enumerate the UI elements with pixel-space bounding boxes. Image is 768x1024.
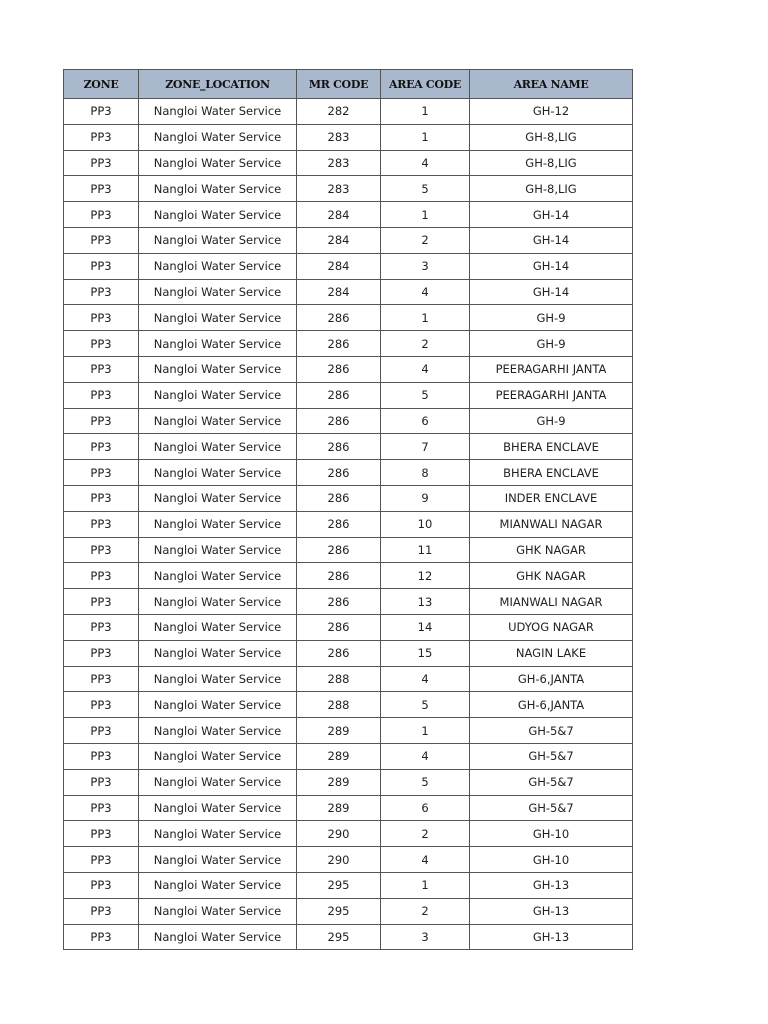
zone-location-cell: Nangloi Water Service <box>139 743 297 769</box>
zone-location-cell: Nangloi Water Service <box>139 692 297 718</box>
table-row <box>64 382 633 408</box>
area-name-cell: BHERA ENCLAVE <box>470 434 633 460</box>
area-name-cell: GH-14 <box>470 279 633 305</box>
mr-code-cell: 286 <box>297 460 381 486</box>
zone-cell: PP3 <box>64 718 139 744</box>
zone-cell: PP3 <box>64 279 139 305</box>
area-code-cell: 11 <box>381 537 470 563</box>
zone-cell: PP3 <box>64 692 139 718</box>
table-row <box>64 124 633 150</box>
area-code-cell: 4 <box>381 279 470 305</box>
table-row <box>64 821 633 847</box>
zone-cell: PP3 <box>64 769 139 795</box>
area-name-cell: GH-5&7 <box>470 743 633 769</box>
area-code-cell: 13 <box>381 589 470 615</box>
zone-cell: PP3 <box>64 176 139 202</box>
area-code-cell: 6 <box>381 408 470 434</box>
table-row <box>64 769 633 795</box>
area-code-cell: 2 <box>381 227 470 253</box>
table-row <box>64 434 633 460</box>
zone-location-cell: Nangloi Water Service <box>139 124 297 150</box>
table-row <box>64 511 633 537</box>
area-name-cell: UDYOG NAGAR <box>470 614 633 640</box>
zone-cell: PP3 <box>64 382 139 408</box>
area-name-cell: GH-9 <box>470 408 633 434</box>
area-code-cell: 12 <box>381 563 470 589</box>
mr-code-cell: 283 <box>297 150 381 176</box>
zone-location-cell: Nangloi Water Service <box>139 485 297 511</box>
table-row <box>64 253 633 279</box>
zone-location-cell: Nangloi Water Service <box>139 202 297 228</box>
mr-code-cell: 286 <box>297 408 381 434</box>
zone-cell: PP3 <box>64 253 139 279</box>
zone-location-cell: Nangloi Water Service <box>139 227 297 253</box>
header-mr-code: MR CODE <box>297 70 381 99</box>
zone-cell: PP3 <box>64 356 139 382</box>
zone-cell: PP3 <box>64 640 139 666</box>
area-name-cell: GH-13 <box>470 898 633 924</box>
mr-code-cell: 286 <box>297 614 381 640</box>
area-name-cell: MIANWALI NAGAR <box>470 589 633 615</box>
area-code-cell: 4 <box>381 847 470 873</box>
area-code-cell: 5 <box>381 769 470 795</box>
mr-code-cell: 286 <box>297 485 381 511</box>
table-row <box>64 563 633 589</box>
zone-cell: PP3 <box>64 821 139 847</box>
area-name-cell: PEERAGARHI JANTA <box>470 356 633 382</box>
table-row <box>64 485 633 511</box>
area-name-cell: NAGIN LAKE <box>470 640 633 666</box>
table-row <box>64 924 633 950</box>
mr-code-cell: 286 <box>297 511 381 537</box>
area-code-cell: 1 <box>381 124 470 150</box>
area-name-cell: GHK NAGAR <box>470 563 633 589</box>
zone-location-cell: Nangloi Water Service <box>139 99 297 125</box>
zone-location-cell: Nangloi Water Service <box>139 666 297 692</box>
zone-cell: PP3 <box>64 227 139 253</box>
table-row <box>64 460 633 486</box>
area-code-cell: 3 <box>381 924 470 950</box>
table-row <box>64 640 633 666</box>
area-name-cell: GH-5&7 <box>470 769 633 795</box>
zone-cell: PP3 <box>64 408 139 434</box>
area-name-cell: GH-10 <box>470 847 633 873</box>
zone-cell: PP3 <box>64 511 139 537</box>
area-code-cell: 2 <box>381 331 470 357</box>
zone-location-cell: Nangloi Water Service <box>139 821 297 847</box>
area-code-cell: 5 <box>381 382 470 408</box>
area-code-cell: 2 <box>381 821 470 847</box>
table-row <box>64 847 633 873</box>
mr-code-cell: 295 <box>297 898 381 924</box>
area-code-cell: 1 <box>381 305 470 331</box>
area-code-cell: 4 <box>381 666 470 692</box>
mr-code-cell: 286 <box>297 382 381 408</box>
zone-cell: PP3 <box>64 434 139 460</box>
header-area-name: AREA NAME <box>470 70 633 99</box>
table-row <box>64 227 633 253</box>
area-name-cell: MIANWALI NAGAR <box>470 511 633 537</box>
area-name-cell: INDER ENCLAVE <box>470 485 633 511</box>
area-code-cell: 6 <box>381 795 470 821</box>
mr-code-cell: 284 <box>297 202 381 228</box>
zone-location-cell: Nangloi Water Service <box>139 511 297 537</box>
zone-cell: PP3 <box>64 202 139 228</box>
zone-location-cell: Nangloi Water Service <box>139 589 297 615</box>
zone-location-cell: Nangloi Water Service <box>139 924 297 950</box>
area-code-cell: 1 <box>381 99 470 125</box>
table-row <box>64 743 633 769</box>
zone-location-cell: Nangloi Water Service <box>139 253 297 279</box>
zone-cell: PP3 <box>64 485 139 511</box>
zone-cell: PP3 <box>64 795 139 821</box>
zone-cell: PP3 <box>64 589 139 615</box>
table-body <box>64 99 633 950</box>
table-row <box>64 898 633 924</box>
area-name-cell: GH-14 <box>470 253 633 279</box>
area-code-cell: 8 <box>381 460 470 486</box>
mr-code-cell: 284 <box>297 279 381 305</box>
table-row <box>64 872 633 898</box>
mr-code-cell: 284 <box>297 253 381 279</box>
zone-location-cell: Nangloi Water Service <box>139 305 297 331</box>
area-code-cell: 10 <box>381 511 470 537</box>
table-row <box>64 408 633 434</box>
area-name-cell: GH-13 <box>470 924 633 950</box>
mr-code-cell: 286 <box>297 434 381 460</box>
header-zone-location: ZONE_LOCATION <box>139 70 297 99</box>
header-zone: ZONE <box>64 70 139 99</box>
area-name-cell: GH-5&7 <box>470 718 633 744</box>
zone-cell: PP3 <box>64 898 139 924</box>
zone-location-cell: Nangloi Water Service <box>139 279 297 305</box>
mr-code-cell: 286 <box>297 356 381 382</box>
zone-location-cell: Nangloi Water Service <box>139 872 297 898</box>
table-row <box>64 795 633 821</box>
zone-location-cell: Nangloi Water Service <box>139 434 297 460</box>
area-code-cell: 15 <box>381 640 470 666</box>
zone-cell: PP3 <box>64 872 139 898</box>
area-name-cell: GH-5&7 <box>470 795 633 821</box>
mr-code-cell: 284 <box>297 227 381 253</box>
header-area-code: AREA CODE <box>381 70 470 99</box>
mr-code-cell: 289 <box>297 769 381 795</box>
area-name-cell: GH-13 <box>470 872 633 898</box>
zone-cell: PP3 <box>64 666 139 692</box>
mr-code-cell: 289 <box>297 795 381 821</box>
area-name-cell: PEERAGARHI JANTA <box>470 382 633 408</box>
area-code-cell: 1 <box>381 202 470 228</box>
area-code-cell: 4 <box>381 150 470 176</box>
mr-code-cell: 295 <box>297 924 381 950</box>
mr-code-cell: 290 <box>297 821 381 847</box>
mr-code-cell: 289 <box>297 718 381 744</box>
area-name-cell: GH-12 <box>470 99 633 125</box>
zone-cell: PP3 <box>64 150 139 176</box>
table-row <box>64 666 633 692</box>
zone-location-cell: Nangloi Water Service <box>139 640 297 666</box>
zone-cell: PP3 <box>64 99 139 125</box>
zone-cell: PP3 <box>64 331 139 357</box>
zone-location-cell: Nangloi Water Service <box>139 614 297 640</box>
zone-location-cell: Nangloi Water Service <box>139 408 297 434</box>
mr-code-cell: 283 <box>297 176 381 202</box>
zone-location-cell: Nangloi Water Service <box>139 382 297 408</box>
area-code-cell: 7 <box>381 434 470 460</box>
area-code-cell: 4 <box>381 743 470 769</box>
area-name-cell: GHK NAGAR <box>470 537 633 563</box>
zone-area-table <box>63 69 633 950</box>
area-code-cell: 5 <box>381 176 470 202</box>
area-code-cell: 2 <box>381 898 470 924</box>
table-row <box>64 305 633 331</box>
mr-code-cell: 286 <box>297 589 381 615</box>
mr-code-cell: 289 <box>297 743 381 769</box>
area-code-cell: 3 <box>381 253 470 279</box>
area-name-cell: GH-6,JANTA <box>470 666 633 692</box>
mr-code-cell: 288 <box>297 692 381 718</box>
zone-location-cell: Nangloi Water Service <box>139 331 297 357</box>
mr-code-cell: 286 <box>297 331 381 357</box>
area-code-cell: 1 <box>381 872 470 898</box>
area-name-cell: GH-10 <box>470 821 633 847</box>
area-name-cell: GH-9 <box>470 331 633 357</box>
mr-code-cell: 286 <box>297 537 381 563</box>
mr-code-cell: 283 <box>297 124 381 150</box>
area-code-cell: 9 <box>381 485 470 511</box>
table-row <box>64 537 633 563</box>
table-row <box>64 589 633 615</box>
area-name-cell: GH-6,JANTA <box>470 692 633 718</box>
table-row <box>64 356 633 382</box>
zone-location-cell: Nangloi Water Service <box>139 718 297 744</box>
table-row <box>64 279 633 305</box>
mr-code-cell: 288 <box>297 666 381 692</box>
zone-cell: PP3 <box>64 847 139 873</box>
zone-location-cell: Nangloi Water Service <box>139 537 297 563</box>
zone-cell: PP3 <box>64 563 139 589</box>
area-name-cell: GH-14 <box>470 202 633 228</box>
table-row <box>64 202 633 228</box>
area-code-cell: 5 <box>381 692 470 718</box>
area-name-cell: GH-8,LIG <box>470 124 633 150</box>
zone-location-cell: Nangloi Water Service <box>139 795 297 821</box>
zone-location-cell: Nangloi Water Service <box>139 356 297 382</box>
area-code-cell: 4 <box>381 356 470 382</box>
zone-cell: PP3 <box>64 614 139 640</box>
zone-location-cell: Nangloi Water Service <box>139 847 297 873</box>
table-row <box>64 692 633 718</box>
table-row <box>64 614 633 640</box>
zone-cell: PP3 <box>64 305 139 331</box>
zone-cell: PP3 <box>64 537 139 563</box>
area-name-cell: GH-9 <box>470 305 633 331</box>
area-name-cell: GH-14 <box>470 227 633 253</box>
area-name-cell: GH-8,LIG <box>470 176 633 202</box>
zone-cell: PP3 <box>64 124 139 150</box>
zone-location-cell: Nangloi Water Service <box>139 563 297 589</box>
table-header-row <box>64 70 633 99</box>
mr-code-cell: 290 <box>297 847 381 873</box>
table-row <box>64 99 633 125</box>
zone-location-cell: Nangloi Water Service <box>139 176 297 202</box>
table-row <box>64 331 633 357</box>
area-code-cell: 14 <box>381 614 470 640</box>
zone-location-cell: Nangloi Water Service <box>139 898 297 924</box>
mr-code-cell: 295 <box>297 872 381 898</box>
mr-code-cell: 286 <box>297 305 381 331</box>
mr-code-cell: 282 <box>297 99 381 125</box>
mr-code-cell: 286 <box>297 563 381 589</box>
area-name-cell: GH-8,LIG <box>470 150 633 176</box>
table-row <box>64 718 633 744</box>
zone-location-cell: Nangloi Water Service <box>139 769 297 795</box>
table-row <box>64 176 633 202</box>
zone-cell: PP3 <box>64 924 139 950</box>
area-name-cell: BHERA ENCLAVE <box>470 460 633 486</box>
mr-code-cell: 286 <box>297 640 381 666</box>
zone-cell: PP3 <box>64 460 139 486</box>
zone-location-cell: Nangloi Water Service <box>139 150 297 176</box>
zone-cell: PP3 <box>64 743 139 769</box>
zone-location-cell: Nangloi Water Service <box>139 460 297 486</box>
area-code-cell: 1 <box>381 718 470 744</box>
table-row <box>64 150 633 176</box>
